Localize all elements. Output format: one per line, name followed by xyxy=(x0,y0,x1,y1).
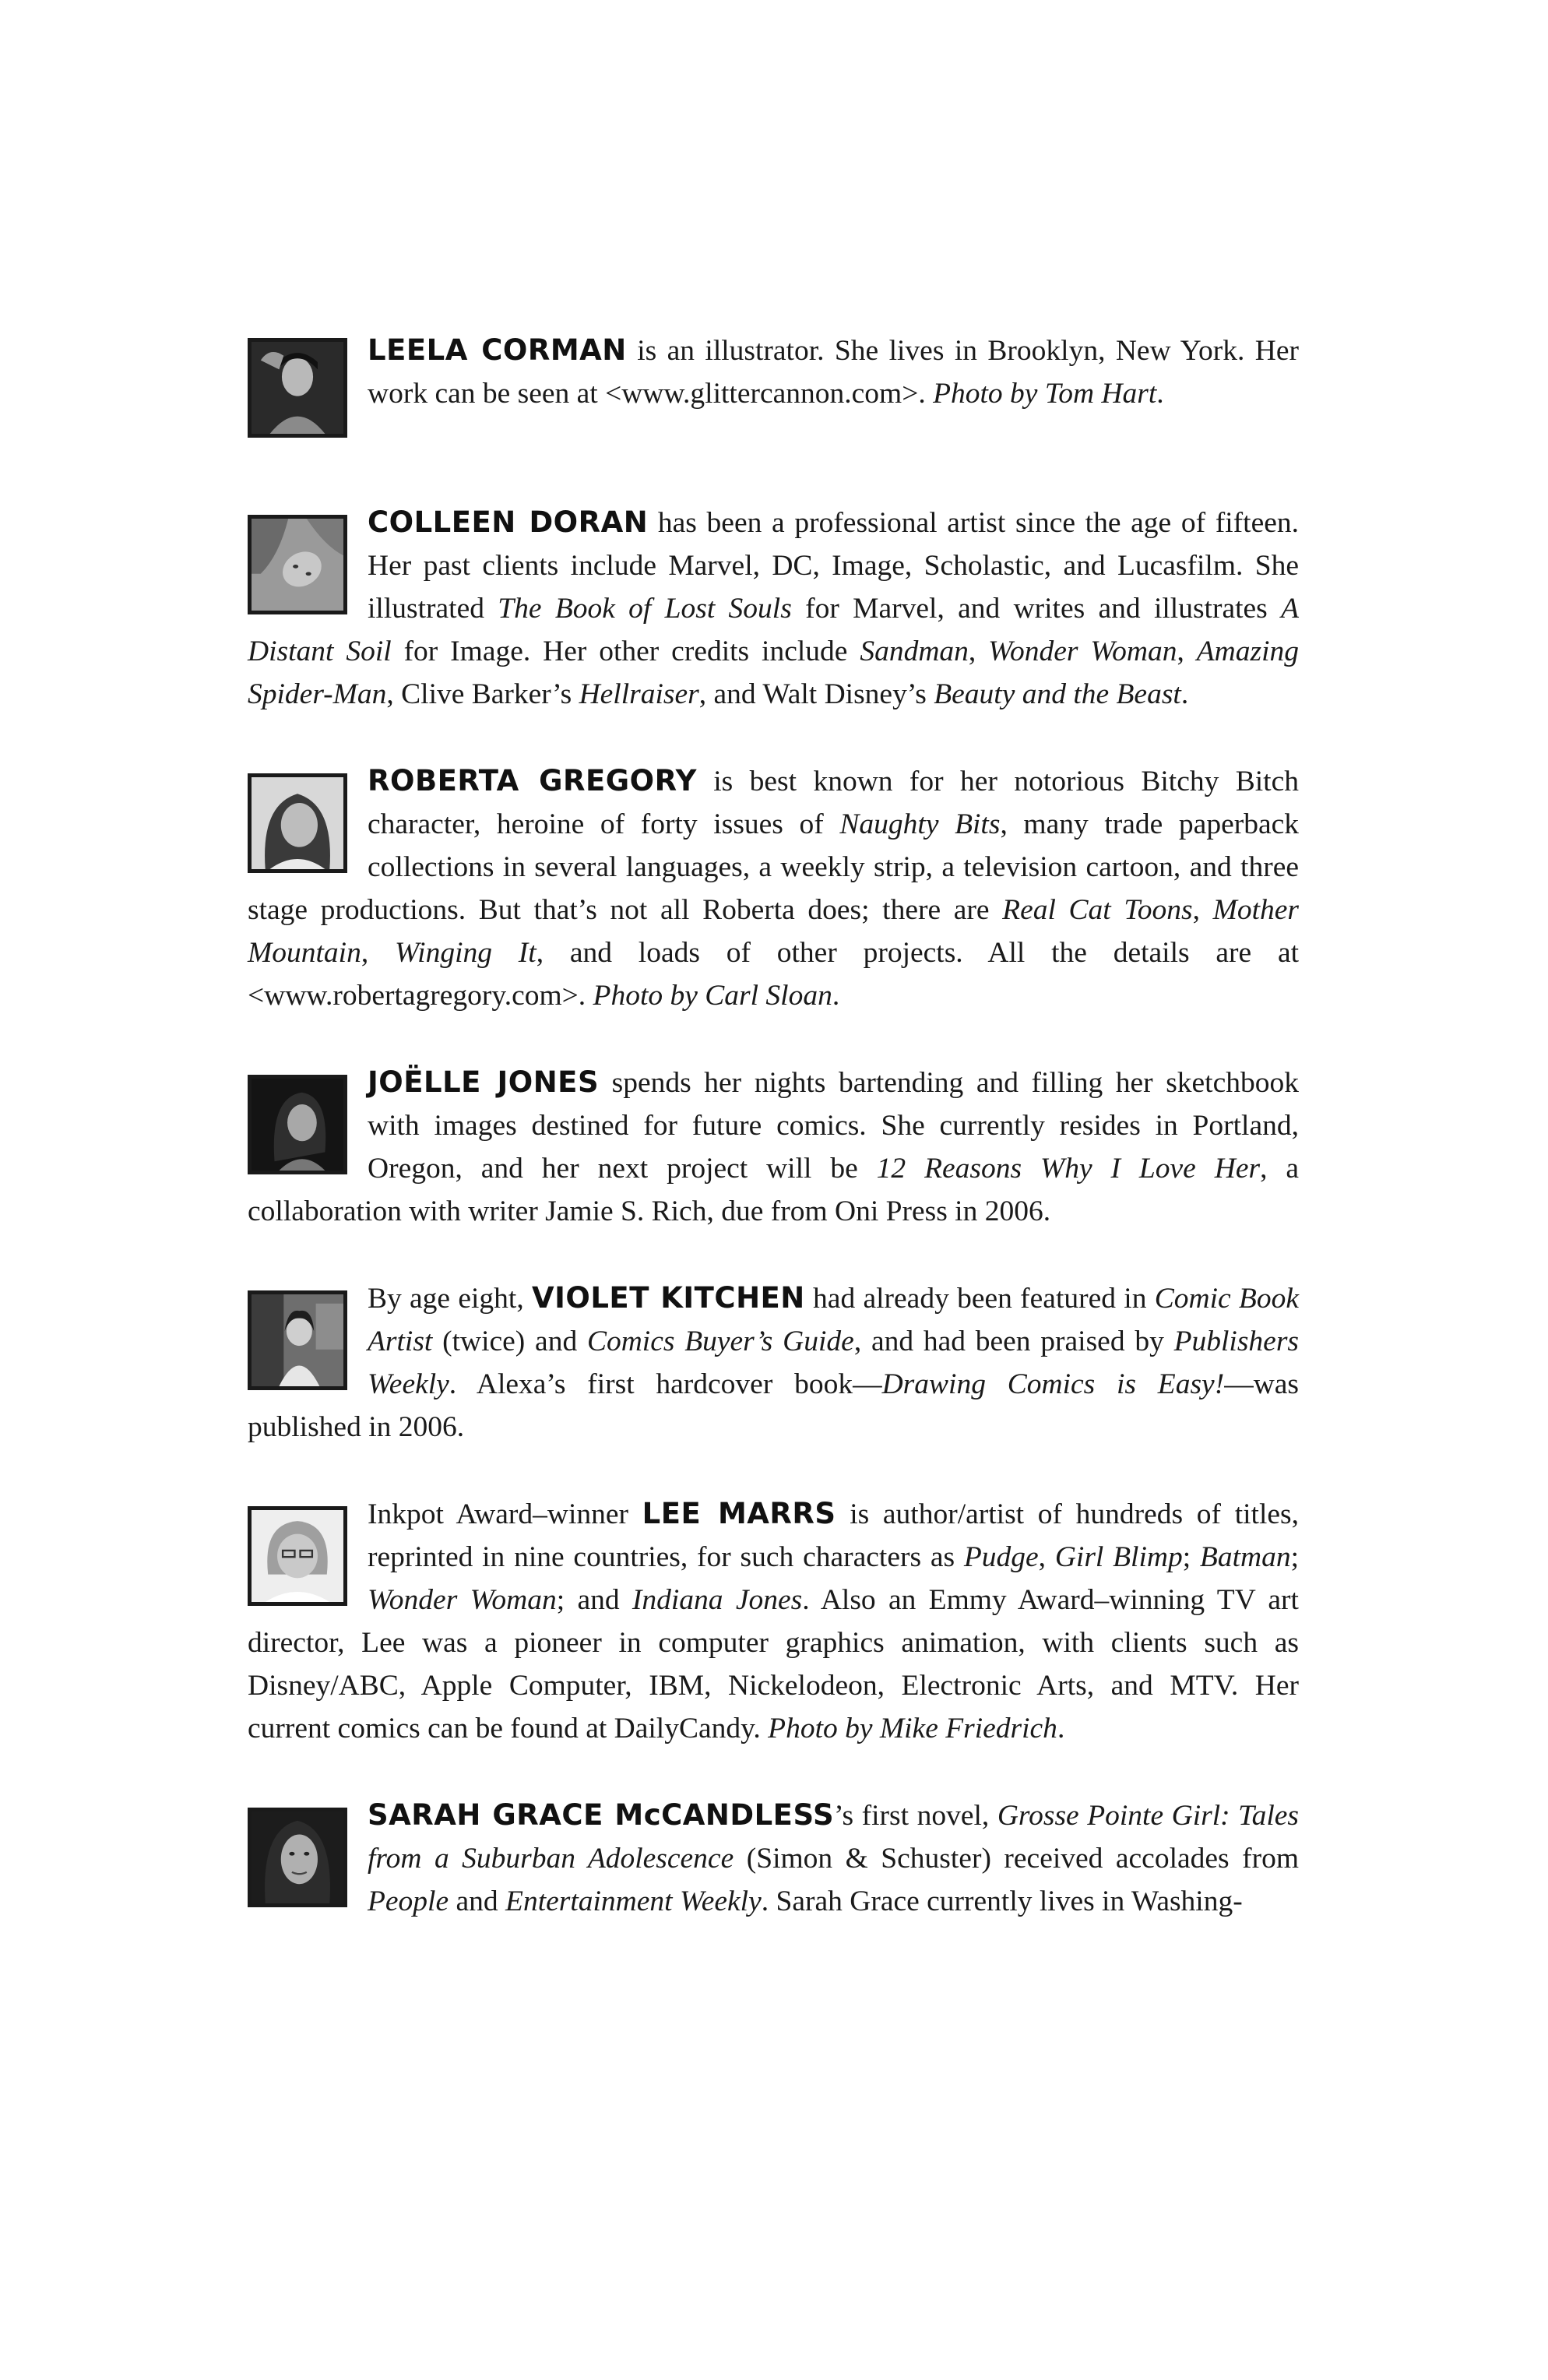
contributor-name: JOËLLE JONES xyxy=(368,1065,600,1099)
portrait-photo-leela-corman xyxy=(248,338,347,438)
italic-title: Naughty Bits xyxy=(839,808,1001,840)
italic-title: Real Cat Toons xyxy=(1002,894,1193,926)
portrait-photo-joelle-jones xyxy=(248,1075,347,1174)
bio-text-run: (Simon & Schuster) received accolades from xyxy=(734,1843,1300,1875)
bio-text-run: is best known for her notorious Bitchy Bitch character, heroine of forty issues of xyxy=(368,766,1300,840)
contributor-bios-page xyxy=(248,329,1299,1966)
italic-title: Comic Book Artist xyxy=(368,1283,1299,1357)
bio-text-run: Inkpot Award–winner xyxy=(368,1498,642,1530)
bio-leela-corman xyxy=(248,329,1299,457)
bio-colleen-doran xyxy=(248,501,1299,716)
portrait-photo-violet-kitchen xyxy=(248,1290,347,1390)
italic-title: Comics Buyer’s Guide xyxy=(586,1326,854,1357)
bio-text-run: , and had been praised by xyxy=(853,1326,1174,1357)
bio-text-run: . xyxy=(1180,678,1189,710)
bio-text-run: for Image. Her other credits include xyxy=(391,635,860,667)
contributor-name: ROBERTA GREGORY xyxy=(368,764,697,797)
bio-text-run: , a collaboration with writer Jamie S. Rich, due from Oni Press in 2006. xyxy=(248,1153,1299,1227)
italic-title: Indiana Jones xyxy=(632,1584,803,1616)
contributor-name: LEELA CORMAN xyxy=(368,333,627,367)
bio-text-run: —was published in 2006. xyxy=(248,1368,1300,1443)
italic-title: Pudge xyxy=(963,1541,1039,1573)
portrait-photo-lee-marrs xyxy=(248,1506,347,1606)
portrait-photo-sarah-grace-mccandless xyxy=(248,1808,347,1907)
italic-title: People xyxy=(368,1885,449,1917)
bio-text-run: is an illustrator. She lives in Brooklyn, New York. Her work can be seen at <www.glittercannon.com>. xyxy=(368,335,1299,410)
bio-text xyxy=(248,1492,1299,1750)
bio-text-run: . Alexa’s first hardcover book— xyxy=(449,1368,882,1400)
bio-text xyxy=(248,759,1299,1017)
italic-title: Batman xyxy=(1199,1541,1291,1573)
bio-violet-kitchen xyxy=(248,1276,1299,1449)
bio-text-run: spends her nights bartending and filling her sketchbook with images destined for future comics. She currently resides in Portland, Oregon, and her next project will be xyxy=(368,1067,1299,1185)
bio-text-run: , xyxy=(361,937,395,969)
italic-title: Winging It xyxy=(395,937,537,969)
bio-text-run: ; and xyxy=(556,1584,632,1616)
bio-text-run: , and Walt Disney’s xyxy=(698,678,934,710)
italic-title: Beauty and the Beast xyxy=(934,678,1181,710)
bio-text-run: , xyxy=(1038,1541,1055,1573)
bio-text-run: . Also an Emmy Award–winning TV art director, Lee was a pioneer in computer graphics animation, with clients such as Disney/ABC, Apple Computer, IBM, Nickelodeon, Electronic Arts, and MTV. Her current comics can be found at DailyCandy. xyxy=(248,1584,1299,1745)
italic-title: Amazing Spider-Man xyxy=(248,635,1299,710)
italic-title: Entertainment Weekly xyxy=(505,1885,762,1917)
italic-title: Hellraiser xyxy=(579,678,699,710)
bio-text-run: (twice) and xyxy=(432,1326,587,1357)
italic-title: Drawing Comics is Easy! xyxy=(881,1368,1225,1400)
bio-text-run: , and loads of other projects. All the details are at <www.robertagregory.com>. xyxy=(248,937,1300,1012)
bio-text xyxy=(248,1276,1299,1449)
bio-text-run: ; xyxy=(1290,1541,1300,1573)
portrait-photo-roberta-gregory xyxy=(248,773,347,873)
bio-text-run: had already been featured in xyxy=(804,1283,1155,1315)
bio-joelle-jones xyxy=(248,1061,1299,1233)
bio-text-run: . xyxy=(832,980,840,1012)
bio-text xyxy=(248,329,1299,415)
italic-title: The Book of Lost Souls xyxy=(498,593,792,625)
bio-lee-marrs xyxy=(248,1492,1299,1750)
italic-title: A Distant Soil xyxy=(248,593,1299,667)
italic-title: Girl Blimp xyxy=(1054,1541,1183,1573)
italic-title: Photo by Mike Friedrich xyxy=(768,1713,1057,1745)
italic-title: 12 Reasons Why I Love Her xyxy=(876,1153,1261,1185)
italic-title: Photo by Tom Hart xyxy=(933,378,1157,410)
bio-text-run: By age eight, xyxy=(368,1283,532,1315)
bio-text-run: , Clive Barker’s xyxy=(386,678,579,710)
contributor-name: VIOLET KITCHEN xyxy=(532,1281,805,1315)
bio-text-run: , xyxy=(1177,635,1197,667)
contributor-name: SARAH GRACE McCANDLESS xyxy=(368,1798,835,1832)
bio-text-run: ; xyxy=(1182,1541,1200,1573)
italic-title: Wonder Woman xyxy=(368,1584,557,1616)
bio-text-run: , xyxy=(968,635,989,667)
bio-text-run: . xyxy=(1156,378,1164,410)
italic-title: Publishers Weekly xyxy=(368,1326,1300,1400)
bio-text xyxy=(248,501,1299,716)
bio-text-run: , many trade paperback collections in several languages, a weekly strip, a television cartoon, and three stage productions. But that’s not all Roberta does; there are xyxy=(248,808,1300,926)
bio-text-run: ’s first novel, xyxy=(834,1800,997,1832)
contributor-name: COLLEEN DORAN xyxy=(368,505,649,539)
bio-text-run: and xyxy=(449,1885,506,1917)
italic-title: Sandman xyxy=(860,635,969,667)
bio-text-run: for Marvel, and writes and illustrates xyxy=(791,593,1282,625)
italic-title: Wonder Woman xyxy=(988,635,1177,667)
italic-title: Mother Mountain xyxy=(248,894,1300,969)
portrait-photo-colleen-doran xyxy=(248,515,347,614)
bio-text xyxy=(248,1061,1299,1233)
bio-text xyxy=(248,1794,1299,1923)
bio-text-run: . Sarah Grace currently lives in Washing- xyxy=(761,1885,1243,1917)
bio-sarah-grace-mccandless xyxy=(248,1794,1299,1923)
italic-title: Grosse Pointe Girl: Tales from a Suburban Adolescence xyxy=(368,1800,1299,1875)
bio-text-run: . xyxy=(1057,1713,1065,1745)
italic-title: Photo by Carl Sloan xyxy=(593,980,832,1012)
contributor-name: LEE MARRS xyxy=(642,1497,836,1530)
bio-text-run: has been a professional artist since the age of fifteen. Her past clients include Marvel, DC, Image, Scholastic, and Lucasfilm. She illustrated xyxy=(368,507,1299,625)
bio-text-run: is author/artist of hundreds of titles, reprinted in nine countries, for such characters as xyxy=(368,1498,1299,1573)
bio-roberta-gregory xyxy=(248,759,1299,1017)
bio-text-run: , xyxy=(1192,894,1213,926)
